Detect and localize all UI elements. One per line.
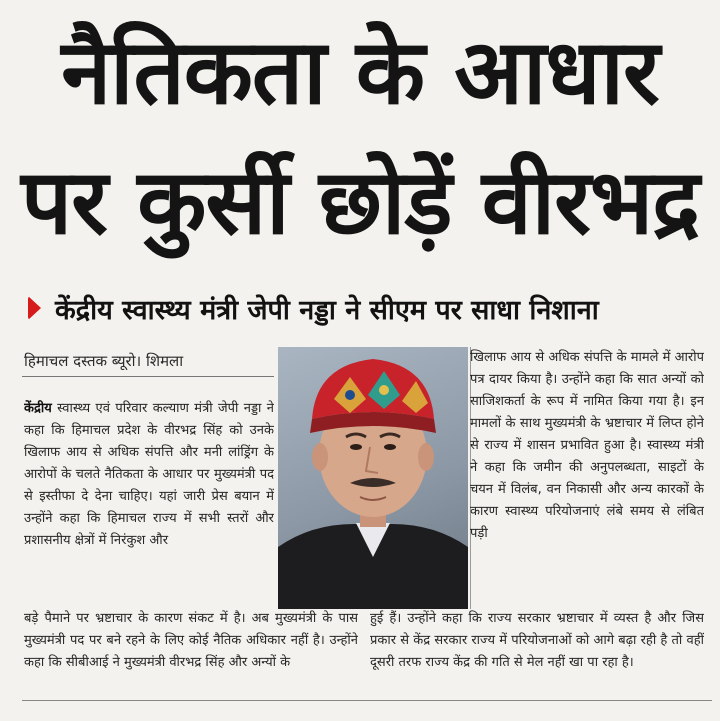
right-column-text: खिलाफ आय से अधिक संपत्ति के मामले में आरोप पत्र दायर किया है। उन्होंने कहा कि सात अन्यों को साजिशकर्ता के रूप में नामित किया गया है। इन मामलों के साथ मुख्यमंत्री के भ्रष्टाचार में लिप्त होने से राज्य में शासन प्रभावित हुआ है। स्वास्थ्य मंत्री ने कहा कि जमीन की अनुपलब्धता, साइटों के चयन में विलंब, वन निकासी और अन्य कारकों के कारण स्वास्थ्य परियोजनाएं लंबे समय से लंबित पड़ी bbox=[470, 350, 704, 541]
minister-photo bbox=[278, 347, 468, 609]
portrait-illustration bbox=[278, 347, 468, 609]
article-bottom-left bbox=[24, 608, 358, 696]
article-left-column bbox=[24, 398, 274, 596]
bottom-divider bbox=[22, 700, 712, 701]
lead-word: केंद्रीय bbox=[24, 401, 52, 416]
subheadline bbox=[28, 286, 720, 330]
left-column-text: स्वास्थ्य एवं परिवार कल्याण मंत्री जेपी नड्डा ने कहा कि हिमाचल प्रदेश के वीरभद्र सिंह को उनके खिलाफ आय से अधिक संपत्ति और मनी लांड्रिंग के आरोपों के चलते नैतिकता के आधार पर मुख्यमंत्री पद से इस्तीफा दे देना चाहिए। यहां जारी प्रेस बयान में उन्होंने कहा कि हिमाचल राज्य में सभी स्तरों और प्रशासनीय क्षेत्रों में निरंकुश और bbox=[24, 401, 274, 548]
headline-line-2: पर कुर्सी छोड़ें वीरभद्र bbox=[21, 150, 699, 255]
article-bottom-right bbox=[370, 608, 704, 696]
byline-divider bbox=[22, 376, 274, 377]
subheadline-text: केंद्रीय स्वास्थ्य मंत्री जेपी नड्डा ने सीएम पर साधा निशाना bbox=[55, 294, 599, 326]
red-bullet-icon bbox=[28, 296, 41, 320]
article-right-column bbox=[470, 347, 704, 611]
bottom-right-text: हुई हैं। उन्होंने कहा कि राज्य सरकार भ्रष्टाचार में व्यस्त है और जिस प्रकार से केंद्र सरकार राज्य में परियोजनाओं को आगे बढ़ा रही है तो वहीं दूसरी तरफ राज्य केंद्र की गति से मेल नहीं खा पा रहा है। bbox=[370, 611, 704, 670]
byline: हिमाचल दस्तक ब्यूरो। शिमला bbox=[24, 352, 184, 370]
bottom-left-text: बड़े पैमाने पर भ्रष्टाचार के कारण संकट में है। अब मुख्यमंत्री के पास मुख्यमंत्री पद पर बने रहने के लिए कोई नैतिक अधिकार नहीं है। उन्होंने कहा कि सीबीआई ने मुख्यमंत्री वीरभद्र सिंह और अन्यों के bbox=[24, 611, 358, 670]
headline-line-1: नैतिकता के आधार bbox=[61, 20, 659, 125]
